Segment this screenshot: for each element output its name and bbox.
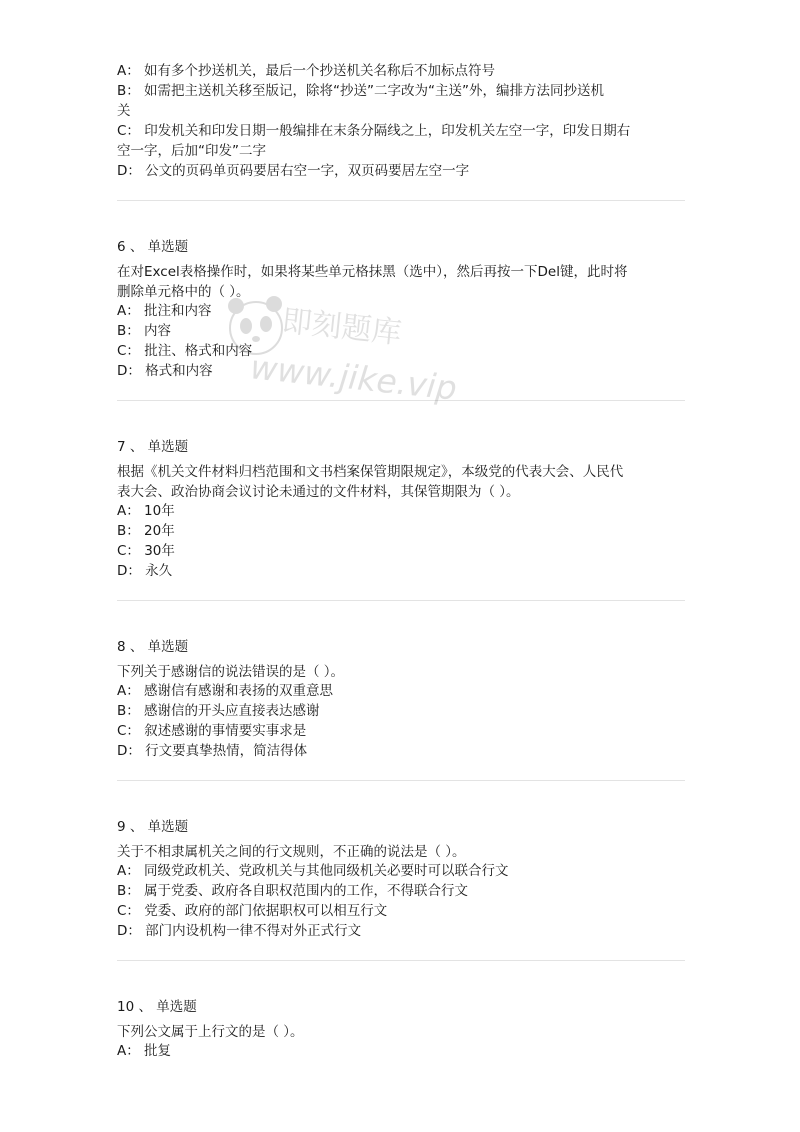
question-8-option-c[interactable]: C： 叙述感谢的事情要实事求是 xyxy=(117,723,307,739)
question-7-option-b[interactable]: B： 20年 xyxy=(117,523,175,539)
watermark xyxy=(222,292,459,422)
question-6-option-a[interactable]: A： 批注和内容 xyxy=(117,303,212,319)
question-9-option-c[interactable]: C： 党委、政府的部门依据职权可以相互行文 xyxy=(117,903,388,919)
question-8-option-b[interactable]: B： 感谢信的开头应直接表达感谢 xyxy=(117,703,320,719)
question-9-option-d[interactable]: D： 部门内设机构一律不得对外正式行文 xyxy=(117,923,362,939)
question-10-heading: 10 、 单选题 xyxy=(117,999,197,1015)
prev-option-a: A： 如有多个抄送机关，最后一个抄送机关名称后不加标点符号 xyxy=(117,63,496,79)
separator xyxy=(117,600,685,601)
question-7-option-a[interactable]: A： 10年 xyxy=(117,503,175,519)
separator xyxy=(117,960,685,961)
question-6-option-d[interactable]: D： 格式和内容 xyxy=(117,363,213,379)
question-8-stem: 下列关于感谢信的说法错误的是（ ）。 xyxy=(117,664,345,680)
question-6-heading: 6 、 单选题 xyxy=(117,239,189,255)
question-6-stem-line-1: 在对Excel表格操作时，如果将某些单元格抹黑（选中），然后再按一下Del键，此时将 xyxy=(117,264,628,280)
prev-option-d: D： 公文的页码单页码要居右空一字，双页码要居左空一字 xyxy=(117,163,470,179)
prev-option-b-cont: 关 xyxy=(117,103,131,119)
question-6-stem-line-2: 删除单元格中的（ ）。 xyxy=(117,284,250,300)
prev-option-c: C： 印发机关和印发日期一般编排在末条分隔线之上，印发机关左空一字，印发日期右 xyxy=(117,123,631,139)
separator xyxy=(117,200,685,201)
question-6-option-b[interactable]: B： 内容 xyxy=(117,323,172,339)
question-8-option-a[interactable]: A： 感谢信有感谢和表扬的双重意思 xyxy=(117,683,334,699)
question-7-heading: 7 、 单选题 xyxy=(117,439,189,455)
question-10-option-a[interactable]: A： 批复 xyxy=(117,1043,172,1059)
question-9-option-a[interactable]: A： 同级党政机关、党政机关与其他同级机关必要时可以联合行文 xyxy=(117,863,509,879)
question-8-option-d[interactable]: D： 行文要真挚热情，简洁得体 xyxy=(117,743,308,759)
watermark-site: www.jike.vip xyxy=(248,347,459,408)
question-7-option-d[interactable]: D： 永久 xyxy=(117,563,173,579)
question-9-heading: 9 、 单选题 xyxy=(117,819,189,835)
question-7-option-c[interactable]: C： 30年 xyxy=(117,543,175,559)
question-7-stem-line-2: 表大会、政治协商会议讨论未通过的文件材料，其保管期限为（ ）。 xyxy=(117,484,520,500)
question-8-heading: 8 、 单选题 xyxy=(117,639,189,655)
question-6-option-c[interactable]: C： 批注、格式和内容 xyxy=(117,343,253,359)
question-10-stem: 下列公文属于上行文的是（ ）。 xyxy=(117,1024,304,1040)
watermark-brand: 即刻题库 xyxy=(280,303,404,352)
question-7-stem-line-1: 根据《机关文件材料归档范围和文书档案保管期限规定》，本级党的代表大会、人民代 xyxy=(117,464,624,480)
separator xyxy=(117,780,685,781)
question-9-stem: 关于不相隶属机关之间的行文规则，不正确的说法是（ ）。 xyxy=(117,844,466,860)
prev-option-c-cont: 空一字，后加“印发”二字 xyxy=(117,143,266,159)
question-9-option-b[interactable]: B： 属于党委、政府各自职权范围内的工作，不得联合行文 xyxy=(117,883,469,899)
prev-option-b: B： 如需把主送机关移至版记，除将“抄送”二字改为“主送”外，编排方法同抄送机 xyxy=(117,83,605,99)
